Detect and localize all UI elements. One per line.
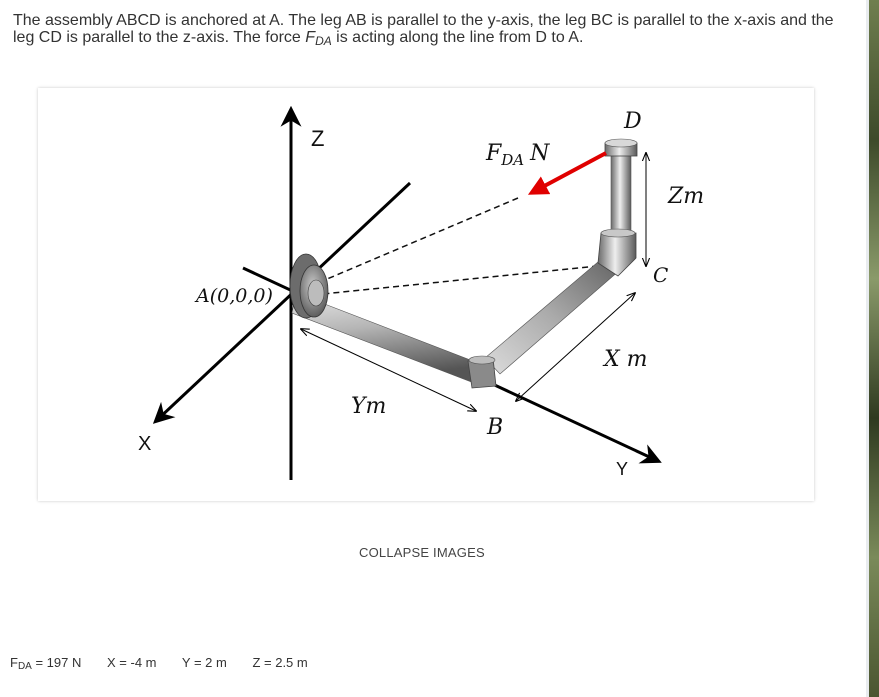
given-x: X = -4 m (107, 655, 157, 670)
problem-statement (13, 12, 853, 46)
dim-x-label: X m (604, 347, 648, 372)
force-subscript: DA (315, 34, 332, 48)
dashed-line-ca (313, 266, 598, 295)
axis-z-label: Z (311, 126, 325, 151)
force-symbol: F (305, 29, 316, 46)
force-label-unit: N (530, 141, 550, 166)
point-a-label: A(0,0,0) (196, 285, 273, 307)
force-label-sub: DA (501, 151, 525, 169)
given-y: Y = 2 m (181, 655, 227, 670)
dim-y-label: Ym (351, 394, 387, 419)
force-label (485, 141, 550, 169)
leg-bc (485, 256, 620, 374)
figure-card (38, 88, 814, 501)
given-fda-symbol: F (10, 655, 18, 670)
x-axis (156, 183, 410, 421)
point-b-label: B (487, 415, 504, 440)
given-fda-value: = 197 N (31, 655, 82, 670)
given-values (10, 655, 330, 672)
axis-x-label: X (138, 433, 152, 455)
point-c-label: C (653, 263, 669, 287)
force-label-main: F (486, 141, 502, 166)
problem-text-1: The assembly ABCD is anchored at A. The leg AB is parallel to the y-axis, the leg BC is parallel to the x-axis and the leg CD is parallel to the z-axis. The force (13, 12, 834, 46)
given-z: Z = 2.5 m (252, 655, 308, 670)
collapse-images-button[interactable]: COLLAPSE IMAGES (359, 545, 485, 560)
given-fda (10, 655, 81, 670)
given-fda-sub: DA (17, 661, 32, 672)
background-edge (869, 0, 879, 697)
assembly-diagram (38, 88, 814, 501)
point-d-label: D (624, 109, 642, 134)
dashed-line-da (313, 198, 518, 285)
problem-text-2: is acting along the line from D to A. (331, 29, 584, 46)
dim-z-label: Zm (668, 184, 705, 209)
axis-y-label: Y (616, 459, 629, 479)
